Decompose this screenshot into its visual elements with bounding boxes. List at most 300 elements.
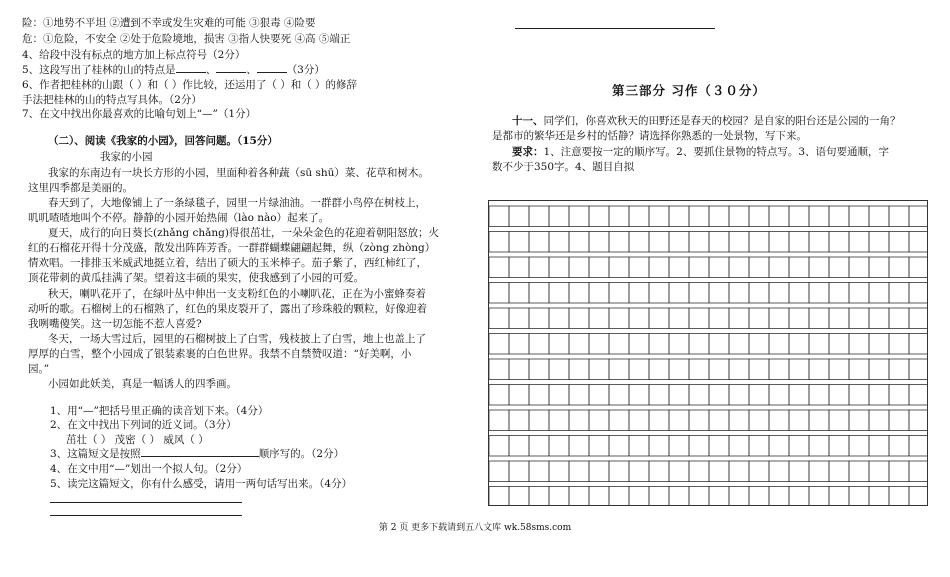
grid-cell[interactable] <box>889 232 909 253</box>
grid-cell[interactable] <box>749 206 769 227</box>
grid-cell[interactable] <box>529 461 549 482</box>
grid-cell[interactable] <box>649 461 669 482</box>
grid-cell[interactable] <box>589 410 609 431</box>
grid-cell[interactable] <box>909 283 928 304</box>
grid-cell[interactable] <box>869 283 889 304</box>
grid-cell[interactable] <box>509 359 529 380</box>
reading-question-5: 5、读完这篇短文，你有什么感受，请用一两句话写出来。（4分） <box>50 478 353 490</box>
grid-cell[interactable] <box>829 232 849 253</box>
grid-cell[interactable] <box>889 359 909 380</box>
grid-cell[interactable] <box>809 308 829 329</box>
grid-cell[interactable] <box>909 359 928 380</box>
grid-cell[interactable] <box>569 461 589 482</box>
grid-cell[interactable] <box>829 487 849 507</box>
grid-cell[interactable] <box>489 385 509 406</box>
grid-cell[interactable] <box>889 461 909 482</box>
grid-cell[interactable] <box>689 487 709 507</box>
grid-cell[interactable] <box>669 461 689 482</box>
grid-cell[interactable] <box>889 385 909 406</box>
grid-cell[interactable] <box>529 410 549 431</box>
grid-cell[interactable] <box>729 436 749 457</box>
grid-cell[interactable] <box>789 359 809 380</box>
grid-cell[interactable] <box>749 283 769 304</box>
grid-cell[interactable] <box>729 385 749 406</box>
grid-cell[interactable] <box>709 410 729 431</box>
grid-cell[interactable] <box>549 410 569 431</box>
grid-cell[interactable] <box>489 410 509 431</box>
question-11-line1: 十一、同学们，你喜欢秋天的田野还是春天的校园？是自家的阳台还是公园的一角？ <box>512 115 901 127</box>
requirements-line1: 要求：1、注意要按一定的顺序写。2、要抓住景物的特点写。3、语句要通顺，字 <box>512 146 890 158</box>
grid-cell[interactable] <box>709 487 729 507</box>
grid-cell[interactable] <box>489 257 509 278</box>
grid-cell[interactable] <box>489 334 509 355</box>
grid-cell[interactable] <box>529 359 549 380</box>
grid-cell[interactable] <box>829 461 849 482</box>
grid-cell[interactable] <box>609 385 629 406</box>
grid-cell[interactable] <box>789 308 809 329</box>
question-5: 5、这段写出了桂林的山的特点是 、 、 （3分） <box>22 64 325 76</box>
grid-cell[interactable] <box>629 232 649 253</box>
grid-cell[interactable] <box>649 206 669 227</box>
grid-cell[interactable] <box>729 206 749 227</box>
grid-cell[interactable] <box>729 308 749 329</box>
grid-cell[interactable] <box>629 436 649 457</box>
grid-cell[interactable] <box>669 410 689 431</box>
grid-cell[interactable] <box>509 308 529 329</box>
grid-cell[interactable] <box>549 257 569 278</box>
grid-cell[interactable] <box>849 257 869 278</box>
grid-cell[interactable] <box>569 308 589 329</box>
reading-question-2: 2、在文中找出下列词的近义词。（3分） <box>50 419 237 431</box>
grid-cell[interactable] <box>709 334 729 355</box>
grid-cell[interactable] <box>769 257 789 278</box>
grid-cell[interactable] <box>629 487 649 507</box>
grid-cell[interactable] <box>709 436 729 457</box>
grid-cell[interactable] <box>909 461 928 482</box>
grid-cell[interactable] <box>669 257 689 278</box>
grid-cell[interactable] <box>869 385 889 406</box>
grid-cell[interactable] <box>889 206 909 227</box>
answer-blank[interactable] <box>176 72 206 73</box>
grid-cell[interactable] <box>749 461 769 482</box>
grid-cell[interactable] <box>529 334 549 355</box>
grid-cell[interactable] <box>909 308 928 329</box>
grid-cell[interactable] <box>909 436 928 457</box>
grid-cell[interactable] <box>829 410 849 431</box>
grid-cell[interactable] <box>569 283 589 304</box>
grid-cell[interactable] <box>869 487 889 507</box>
grid-cell[interactable] <box>509 257 529 278</box>
grid-cell[interactable] <box>889 334 909 355</box>
reading-question-4: 4、在文中用“—”划出一个拟人句。（2分） <box>50 463 248 475</box>
paragraph-4-cont: 动听的歌。石榴树上的石榴熟了，红色的果皮裂开了，露出了珍珠般的颗粒，好像迎着 <box>28 303 427 315</box>
answer-blank[interactable] <box>141 456 259 457</box>
grid-cell[interactable] <box>689 232 709 253</box>
grid-cell[interactable] <box>849 232 869 253</box>
grid-cell[interactable] <box>569 359 589 380</box>
grid-cell[interactable] <box>569 410 589 431</box>
grid-cell[interactable] <box>569 232 589 253</box>
grid-cell[interactable] <box>749 436 769 457</box>
grid-cell[interactable] <box>669 359 689 380</box>
grid-cell[interactable] <box>789 461 809 482</box>
grid-cell[interactable] <box>509 283 529 304</box>
grid-cell[interactable] <box>689 436 709 457</box>
grid-cell[interactable] <box>489 487 509 507</box>
grid-cell[interactable] <box>869 436 889 457</box>
grid-cell[interactable] <box>609 410 629 431</box>
grid-cell[interactable] <box>869 334 889 355</box>
grid-cell[interactable] <box>569 436 589 457</box>
paragraph-1: 我家的东南边有一块长方形的小园，里面种着各种蔬（sū shū）菜、花草和树木。 <box>48 167 429 179</box>
grid-cell[interactable] <box>849 461 869 482</box>
paragraph-5-cont: 园。” <box>28 363 50 375</box>
grid-cell[interactable] <box>589 232 609 253</box>
grid-cell[interactable] <box>869 257 889 278</box>
grid-cell[interactable] <box>709 206 729 227</box>
grid-cell[interactable] <box>709 461 729 482</box>
grid-cell[interactable] <box>869 461 889 482</box>
grid-cell[interactable] <box>909 232 928 253</box>
grid-cell[interactable] <box>849 334 869 355</box>
grid-cell[interactable] <box>869 410 889 431</box>
grid-cell[interactable] <box>849 487 869 507</box>
grid-cell[interactable] <box>689 257 709 278</box>
grid-cell[interactable] <box>829 359 849 380</box>
answer-line[interactable] <box>50 502 242 503</box>
grid-cell[interactable] <box>809 461 829 482</box>
grid-cell[interactable] <box>569 487 589 507</box>
grid-cell[interactable] <box>629 461 649 482</box>
grid-cell[interactable] <box>569 257 589 278</box>
grid-cell[interactable] <box>589 461 609 482</box>
question-7: 7、在文中找出你最喜欢的比喻句划上“—”（1分） <box>22 108 257 120</box>
grid-cell[interactable] <box>489 283 509 304</box>
grid-cell[interactable] <box>529 487 549 507</box>
grid-cell[interactable] <box>629 359 649 380</box>
grid-cell[interactable] <box>589 436 609 457</box>
grid-cell[interactable] <box>749 308 769 329</box>
grid-cell[interactable] <box>889 283 909 304</box>
grid-cell[interactable] <box>589 308 609 329</box>
paragraph-4-cont: 我咧嘴傻笑。这一切怎能不惹人喜爱? <box>28 318 202 330</box>
grid-cell[interactable] <box>509 487 529 507</box>
grid-cell[interactable] <box>629 206 649 227</box>
section-2-title: （二）、阅读《我家的小园》，回答问题。（15分） <box>48 135 278 147</box>
grid-cell[interactable] <box>789 283 809 304</box>
grid-cell[interactable] <box>669 283 689 304</box>
grid-cell[interactable] <box>529 436 549 457</box>
grid-cell[interactable] <box>589 487 609 507</box>
grid-cell[interactable] <box>749 385 769 406</box>
grid-cell[interactable] <box>689 461 709 482</box>
grid-cell[interactable] <box>909 385 928 406</box>
grid-cell[interactable] <box>649 410 669 431</box>
grid-cell[interactable] <box>869 206 889 227</box>
grid-cell[interactable] <box>909 410 928 431</box>
grid-cell[interactable] <box>689 385 709 406</box>
grid-cell[interactable] <box>829 334 849 355</box>
grid-cell[interactable] <box>809 410 829 431</box>
grid-cell[interactable] <box>769 334 789 355</box>
grid-cell[interactable] <box>769 308 789 329</box>
grid-cell[interactable] <box>669 206 689 227</box>
grid-cell[interactable] <box>609 436 629 457</box>
grid-cell[interactable] <box>769 232 789 253</box>
grid-cell[interactable] <box>749 410 769 431</box>
grid-cell[interactable] <box>709 257 729 278</box>
top-rule <box>515 28 715 29</box>
grid-cell[interactable] <box>589 257 609 278</box>
grid-cell[interactable] <box>589 385 609 406</box>
grid-cell[interactable] <box>849 308 869 329</box>
grid-cell[interactable] <box>529 308 549 329</box>
grid-cell[interactable] <box>769 283 789 304</box>
grid-cell[interactable] <box>529 232 549 253</box>
grid-cell[interactable] <box>509 436 529 457</box>
grid-cell[interactable] <box>709 359 729 380</box>
grid-cell[interactable] <box>869 308 889 329</box>
grid-cell[interactable] <box>609 334 629 355</box>
paragraph-3: 夏天，成行的向日葵长(zhǎng chǎng)得很茁壮，一朵朵金色的花迎着朝阳怒放；火 <box>48 227 439 239</box>
paragraph-2: 春天到了，大地像铺上了一条绿毯子，园里一片绿油油。一群群小鸟停在树枝上， <box>48 197 426 209</box>
grid-cell[interactable] <box>629 308 649 329</box>
reading-question-1: 1、用“—”把括号里正确的读音划下来。（4分） <box>50 405 269 417</box>
grid-cell[interactable] <box>649 359 669 380</box>
grid-cell[interactable] <box>809 385 829 406</box>
paragraph-3-cont: 红的石榴花开得十分茂盛，散发出阵阵芳香。一群群蝴蝶翩翩起舞，纵（zòng zhòng） <box>28 242 436 254</box>
grid-cell[interactable] <box>769 436 789 457</box>
grid-cell[interactable] <box>689 206 709 227</box>
grid-cell[interactable] <box>669 334 689 355</box>
grid-cell[interactable] <box>789 257 809 278</box>
answer-blank[interactable] <box>257 72 287 73</box>
grid-cell[interactable] <box>809 436 829 457</box>
grid-cell[interactable] <box>729 232 749 253</box>
grid-cell[interactable] <box>729 334 749 355</box>
grid-cell[interactable] <box>589 283 609 304</box>
question-11-line2: 是都市的繁华还是乡村的恬静？请选择你熟悉的一处景物，写下来。 <box>492 130 807 142</box>
grid-cell[interactable] <box>489 436 509 457</box>
grid-cell[interactable] <box>689 283 709 304</box>
grid-cell[interactable] <box>669 232 689 253</box>
grid-cell[interactable] <box>669 385 689 406</box>
grid-cell[interactable] <box>909 257 928 278</box>
grid-cell[interactable] <box>649 257 669 278</box>
grid-cell[interactable] <box>829 308 849 329</box>
composition-grid[interactable] <box>488 200 928 506</box>
grid-cell[interactable] <box>889 410 909 431</box>
grid-cell[interactable] <box>649 385 669 406</box>
grid-cell[interactable] <box>649 436 669 457</box>
question-6-line1: 6、作者把桂林的山跟（ ）和（ ）作比较，还运用了（ ）和（ ）的修辞 <box>22 79 358 91</box>
grid-cell[interactable] <box>789 334 809 355</box>
grid-cell[interactable] <box>849 206 869 227</box>
grid-cell[interactable] <box>549 232 569 253</box>
grid-cell[interactable] <box>749 257 769 278</box>
grid-cell[interactable] <box>849 359 869 380</box>
grid-cell[interactable] <box>769 461 789 482</box>
grid-cell[interactable] <box>509 461 529 482</box>
grid-cell[interactable] <box>609 308 629 329</box>
grid-cell[interactable] <box>729 461 749 482</box>
grid-cell[interactable] <box>809 257 829 278</box>
grid-cell[interactable] <box>809 232 829 253</box>
grid-cell[interactable] <box>629 385 649 406</box>
grid-cell[interactable] <box>749 487 769 507</box>
grid-cell[interactable] <box>689 334 709 355</box>
grid-cell[interactable] <box>549 283 569 304</box>
grid-cell[interactable] <box>489 206 509 227</box>
grid-cell[interactable] <box>649 308 669 329</box>
grid-cell[interactable] <box>849 283 869 304</box>
grid-cell[interactable] <box>709 232 729 253</box>
grid-cell[interactable] <box>549 359 569 380</box>
grid-cell[interactable] <box>609 206 629 227</box>
grid-cell[interactable] <box>589 359 609 380</box>
question-4: 4、给段中没有标点的地方加上标点符号（2分） <box>22 49 246 61</box>
grid-cell[interactable] <box>789 436 809 457</box>
grid-cell[interactable] <box>509 334 529 355</box>
grid-cell[interactable] <box>749 334 769 355</box>
paragraph-3-cont: 情欢唱。一排排玉米威武地挺立着，结出了硕大的玉米棒子。茄子紫了，西红柿红了， <box>28 257 427 269</box>
grid-cell[interactable] <box>629 257 649 278</box>
grid-cell[interactable] <box>609 283 629 304</box>
grid-cell[interactable] <box>849 385 869 406</box>
grid-cell[interactable] <box>829 436 849 457</box>
grid-cell[interactable] <box>649 283 669 304</box>
grid-cell[interactable] <box>829 283 849 304</box>
grid-cell[interactable] <box>829 206 849 227</box>
grid-cell[interactable] <box>549 334 569 355</box>
grid-cell[interactable] <box>649 232 669 253</box>
grid-cell[interactable] <box>729 410 749 431</box>
grid-cell[interactable] <box>729 283 749 304</box>
grid-cell[interactable] <box>689 308 709 329</box>
grid-cell[interactable] <box>809 334 829 355</box>
grid-cell[interactable] <box>649 334 669 355</box>
grid-cell[interactable] <box>749 232 769 253</box>
question-6-line2: 手法把桂林的山的特点写具体。（2分） <box>22 94 202 106</box>
grid-cell[interactable] <box>769 410 789 431</box>
grid-cell[interactable] <box>889 487 909 507</box>
grid-cell[interactable] <box>749 359 769 380</box>
grid-cell[interactable] <box>509 410 529 431</box>
grid-cell[interactable] <box>909 206 928 227</box>
grid-cell[interactable] <box>889 436 909 457</box>
grid-cell[interactable] <box>769 487 789 507</box>
grid-cell[interactable] <box>769 385 789 406</box>
grid-cell[interactable] <box>609 487 629 507</box>
grid-cell[interactable] <box>829 257 849 278</box>
grid-cell[interactable] <box>889 257 909 278</box>
grid-cell[interactable] <box>809 487 829 507</box>
grid-cell[interactable] <box>729 359 749 380</box>
grid-cell[interactable] <box>569 385 589 406</box>
paragraph-5-cont: 厚厚的白雪，整个小园成了银装素裹的白色世界。我禁不自禁赞叹道：“好美啊，小 <box>28 348 412 360</box>
grid-cell[interactable] <box>549 487 569 507</box>
grid-cell[interactable] <box>669 436 689 457</box>
grid-cell[interactable] <box>529 257 549 278</box>
grid-lines <box>489 201 928 506</box>
grid-cell[interactable] <box>549 385 569 406</box>
grid-cell[interactable] <box>909 334 928 355</box>
grid-cell[interactable] <box>769 206 789 227</box>
grid-cell[interactable] <box>789 206 809 227</box>
grid-cell[interactable] <box>569 206 589 227</box>
grid-cell[interactable] <box>489 232 509 253</box>
grid-cell[interactable] <box>509 385 529 406</box>
grid-cell[interactable] <box>569 334 589 355</box>
grid-cell[interactable] <box>809 283 829 304</box>
grid-cell[interactable] <box>589 334 609 355</box>
grid-cell[interactable] <box>489 359 509 380</box>
grid-cell[interactable] <box>789 410 809 431</box>
grid-cell[interactable] <box>529 206 549 227</box>
grid-cell[interactable] <box>609 232 629 253</box>
grid-cell[interactable] <box>629 283 649 304</box>
grid-cell[interactable] <box>489 308 509 329</box>
grid-cell[interactable] <box>609 461 629 482</box>
grid-cell[interactable] <box>549 206 569 227</box>
grid-cell[interactable] <box>529 283 549 304</box>
grid-cell[interactable] <box>489 461 509 482</box>
grid-cell[interactable] <box>689 410 709 431</box>
grid-cell[interactable] <box>809 359 829 380</box>
grid-cell[interactable] <box>589 206 609 227</box>
grid-cell[interactable] <box>609 359 629 380</box>
grid-cell[interactable] <box>529 385 549 406</box>
grid-cell[interactable] <box>829 385 849 406</box>
grid-cell[interactable] <box>509 206 529 227</box>
grid-cell[interactable] <box>729 257 749 278</box>
grid-cell[interactable] <box>789 232 809 253</box>
grid-cell[interactable] <box>709 308 729 329</box>
grid-cell[interactable] <box>609 257 629 278</box>
grid-cell[interactable] <box>549 436 569 457</box>
grid-cell[interactable] <box>769 359 789 380</box>
grid-cell[interactable] <box>789 487 809 507</box>
paragraph-1-cont: 这里四季都是美丽的。 <box>28 182 133 194</box>
grid-cell[interactable] <box>849 436 869 457</box>
grid-cell[interactable] <box>849 410 869 431</box>
answer-line[interactable] <box>50 515 242 516</box>
grid-cell[interactable] <box>669 487 689 507</box>
grid-cell[interactable] <box>549 308 569 329</box>
grid-cell[interactable] <box>549 461 569 482</box>
grid-cell[interactable] <box>689 359 709 380</box>
part-3-title: 第三部分 习作（３０分） <box>612 83 766 98</box>
grid-cell[interactable] <box>809 206 829 227</box>
grid-cell[interactable] <box>789 385 809 406</box>
grid-cell[interactable] <box>649 487 669 507</box>
grid-cell[interactable] <box>729 487 749 507</box>
grid-cell[interactable] <box>629 334 649 355</box>
grid-cell[interactable] <box>669 308 689 329</box>
grid-cell[interactable] <box>629 410 649 431</box>
paragraph-2-cont: 叽叽喳喳地叫个不停。静静的小园开始热闹（lào nào）起来了。 <box>28 212 330 224</box>
grid-cell[interactable] <box>909 487 928 507</box>
paragraph-4: 秋天，喇叭花开了，在绿叶丛中伸出一支支粉红色的小喇叭花，正在为小蜜蜂奏着 <box>48 288 426 300</box>
grid-cell[interactable] <box>509 232 529 253</box>
grid-cell[interactable] <box>869 359 889 380</box>
grid-cell[interactable] <box>709 385 729 406</box>
grid-cell[interactable] <box>709 283 729 304</box>
requirements-line2: 数不少于350字。4、题目自拟 <box>492 161 635 173</box>
grid-cell[interactable] <box>869 232 889 253</box>
answer-blank[interactable] <box>216 72 246 73</box>
grid-cell[interactable] <box>889 308 909 329</box>
